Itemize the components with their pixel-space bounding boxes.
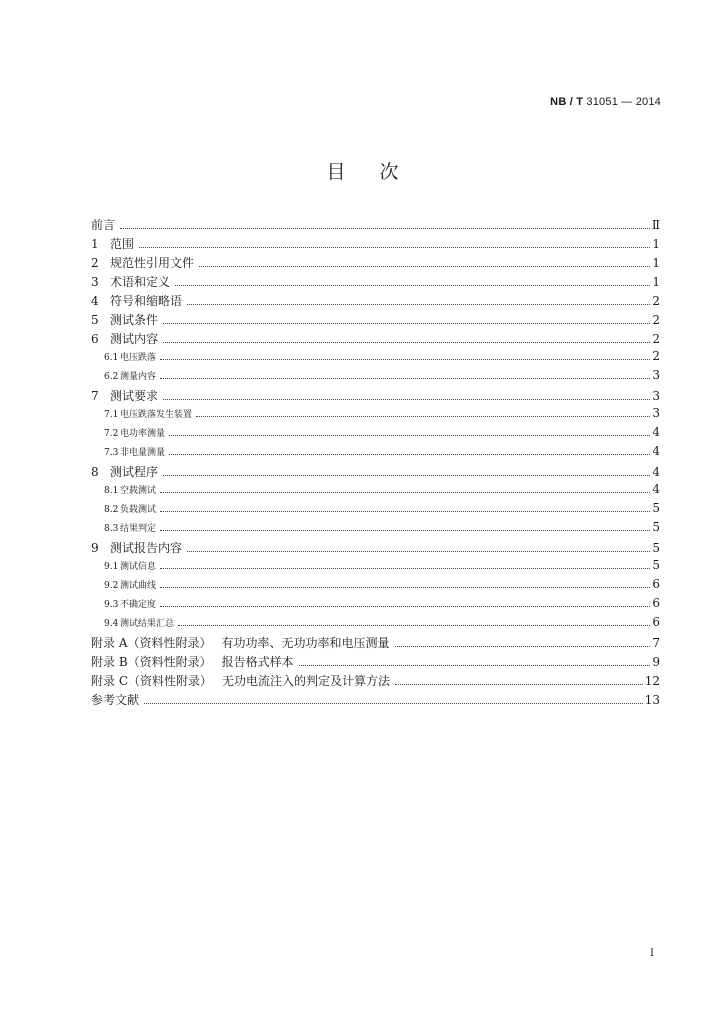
dot-leader xyxy=(178,625,650,626)
toc-entry-page: 4 xyxy=(652,425,660,439)
toc-entry-label: 规范性引用文件 xyxy=(110,256,195,270)
toc-entry[interactable] xyxy=(91,235,660,254)
toc-entry-page: 1 xyxy=(652,256,660,270)
toc-entry[interactable] xyxy=(91,406,660,425)
dot-leader xyxy=(163,323,650,324)
toc-entry-page: 4 xyxy=(652,444,660,458)
toc-entry-page: 4 xyxy=(652,465,660,479)
toc-entry-number: 6.1 xyxy=(104,353,119,363)
toc-entry-number: 9.2 xyxy=(104,581,119,591)
toc-entry-number: 9.1 xyxy=(104,562,119,572)
dot-leader xyxy=(163,342,650,343)
toc-entry-label: 报告格式样本 xyxy=(221,655,294,669)
toc-entry-page: 6 xyxy=(652,577,660,591)
toc-entry[interactable] xyxy=(91,672,660,691)
dot-leader xyxy=(395,646,651,647)
toc-entry-page: 5 xyxy=(652,501,660,515)
toc-entry-label: 测量内容 xyxy=(120,372,157,382)
toc-entry-label: 测试结果汇总 xyxy=(120,619,175,629)
toc-entry-number: 7.3 xyxy=(104,448,119,458)
dot-leader xyxy=(160,492,650,493)
toc-entry[interactable] xyxy=(91,273,660,292)
toc-entry-page: 7 xyxy=(652,636,660,650)
toc-entry[interactable] xyxy=(91,330,660,349)
dot-leader xyxy=(187,304,650,305)
toc-entry[interactable] xyxy=(91,368,660,387)
dot-leader xyxy=(169,435,650,436)
dot-leader xyxy=(196,416,650,417)
toc-entry-page: 9 xyxy=(652,655,660,669)
toc-entry-number: 8 xyxy=(91,465,99,479)
toc-entry-page: 2 xyxy=(652,349,660,363)
toc-entry[interactable] xyxy=(91,292,660,311)
toc-entry-number: 2 xyxy=(91,256,99,270)
toc-entry-label: 参考文献 xyxy=(91,693,140,707)
toc-entry-page: 1 xyxy=(652,237,660,251)
dot-leader xyxy=(160,568,650,569)
toc-entry[interactable] xyxy=(91,216,660,235)
toc-entry-number: 3 xyxy=(91,275,99,289)
dot-leader xyxy=(199,266,650,267)
toc-entry-label: 电压跌落 xyxy=(120,353,157,363)
toc-entry-page: 6 xyxy=(652,615,660,629)
toc-entry-number: 6.2 xyxy=(104,372,119,382)
toc-entry-label: 结果判定 xyxy=(120,524,157,534)
toc-entry-page: 12 xyxy=(644,674,660,688)
dot-leader xyxy=(160,359,650,360)
toc-entry-number: 9.4 xyxy=(104,619,119,629)
toc-entry-page: 2 xyxy=(652,294,660,308)
toc-entry-number: 8.3 xyxy=(104,524,119,534)
toc-entry-page: 6 xyxy=(652,596,660,610)
toc-entry-page: 3 xyxy=(652,368,660,382)
toc-entry-number: 8.1 xyxy=(104,486,119,496)
toc-entry[interactable] xyxy=(91,577,660,596)
toc-entry[interactable] xyxy=(91,558,660,577)
toc-entry-page: 2 xyxy=(652,332,660,346)
toc-entry-page: 2 xyxy=(652,313,660,327)
dot-leader xyxy=(187,551,650,552)
document-code xyxy=(550,96,661,108)
toc-entry-number: 7.2 xyxy=(104,429,119,439)
dot-leader xyxy=(139,247,650,248)
toc-entry-label: 测试信息 xyxy=(120,562,157,572)
dot-leader xyxy=(120,228,650,229)
toc-entry-page: 5 xyxy=(652,520,660,534)
table-of-contents xyxy=(91,216,660,710)
toc-entry-label: 不确定度 xyxy=(120,600,157,610)
toc-entry-number: 7.1 xyxy=(104,410,119,420)
dot-leader xyxy=(160,587,650,588)
toc-entry[interactable] xyxy=(91,634,660,653)
toc-entry-page: 1 xyxy=(652,275,660,289)
page-number: I xyxy=(650,948,654,959)
toc-entry-number: 7 xyxy=(91,389,99,403)
toc-entry-label: 电功率测量 xyxy=(120,429,166,439)
toc-entry-label: 前言 xyxy=(91,218,116,232)
dot-leader xyxy=(299,665,651,666)
dot-leader xyxy=(395,684,643,685)
toc-entry-label: 范围 xyxy=(110,237,135,251)
toc-entry-number: 附录 A（资料性附录） xyxy=(91,636,212,650)
toc-entry[interactable] xyxy=(91,615,660,634)
toc-entry[interactable] xyxy=(91,691,660,710)
toc-entry-label: 测试内容 xyxy=(110,332,159,346)
toc-entry-label: 空载测试 xyxy=(120,486,157,496)
toc-entry-label: 术语和定义 xyxy=(110,275,171,289)
toc-entry-label: 无功电流注入的判定及计算方法 xyxy=(222,674,391,688)
toc-entry[interactable] xyxy=(91,425,660,444)
toc-entry-number: 附录 C（资料性附录） xyxy=(91,674,212,688)
toc-entry-label: 有功功率、无功功率和电压测量 xyxy=(221,636,390,650)
dot-leader xyxy=(160,378,650,379)
toc-entry-label: 测试曲线 xyxy=(120,581,157,591)
toc-entry[interactable] xyxy=(91,539,660,558)
toc-entry-label: 测试报告内容 xyxy=(110,541,183,555)
toc-entry-number: 9 xyxy=(91,541,99,555)
toc-entry[interactable] xyxy=(91,520,660,539)
toc-entry[interactable] xyxy=(91,501,660,520)
dot-leader xyxy=(160,530,650,531)
dot-leader xyxy=(163,399,650,400)
toc-entry-label: 负载测试 xyxy=(120,505,157,515)
toc-entry-label: 测试条件 xyxy=(110,313,159,327)
toc-entry-page: 5 xyxy=(652,558,660,572)
page-title: 目次 xyxy=(326,161,433,183)
toc-entry-page: 3 xyxy=(652,406,660,420)
toc-entry[interactable] xyxy=(91,349,660,368)
toc-entry-number: 6 xyxy=(91,332,99,346)
toc-entry-page: 13 xyxy=(644,693,660,707)
toc-entry-page: Ⅱ xyxy=(651,218,660,232)
toc-entry[interactable] xyxy=(91,463,660,482)
toc-entry-number: 8.2 xyxy=(104,505,119,515)
toc-entry-page: 3 xyxy=(652,389,660,403)
toc-entry-number: 1 xyxy=(91,237,99,251)
toc-entry[interactable] xyxy=(91,653,660,672)
toc-entry[interactable] xyxy=(91,596,660,615)
toc-entry-page: 5 xyxy=(652,541,660,555)
toc-entry-label: 测试要求 xyxy=(110,389,159,403)
dot-leader xyxy=(160,606,650,607)
toc-entry[interactable] xyxy=(91,444,660,463)
dot-leader xyxy=(163,475,650,476)
toc-entry[interactable] xyxy=(91,482,660,501)
standard-number: 31051 — 2014 xyxy=(586,96,661,108)
toc-entry-number: 9.3 xyxy=(104,600,119,610)
toc-entry-label: 测试程序 xyxy=(110,465,159,479)
toc-entry[interactable] xyxy=(91,254,660,273)
toc-entry-page: 4 xyxy=(652,482,660,496)
dot-leader xyxy=(160,511,650,512)
dot-leader xyxy=(144,703,643,704)
dot-leader xyxy=(175,285,650,286)
toc-entry-label: 非电量测量 xyxy=(120,448,166,458)
toc-entry-number: 4 xyxy=(91,294,99,308)
dot-leader xyxy=(169,454,650,455)
toc-entry-number: 附录 B（资料性附录） xyxy=(91,655,212,669)
toc-entry-label: 电压跌落发生装置 xyxy=(120,410,193,420)
standard-prefix: NB / T xyxy=(550,96,584,108)
toc-entry-number: 5 xyxy=(91,313,99,327)
toc-entry-label: 符号和缩略语 xyxy=(110,294,183,308)
toc-entry[interactable] xyxy=(91,387,660,406)
toc-entry[interactable] xyxy=(91,311,660,330)
